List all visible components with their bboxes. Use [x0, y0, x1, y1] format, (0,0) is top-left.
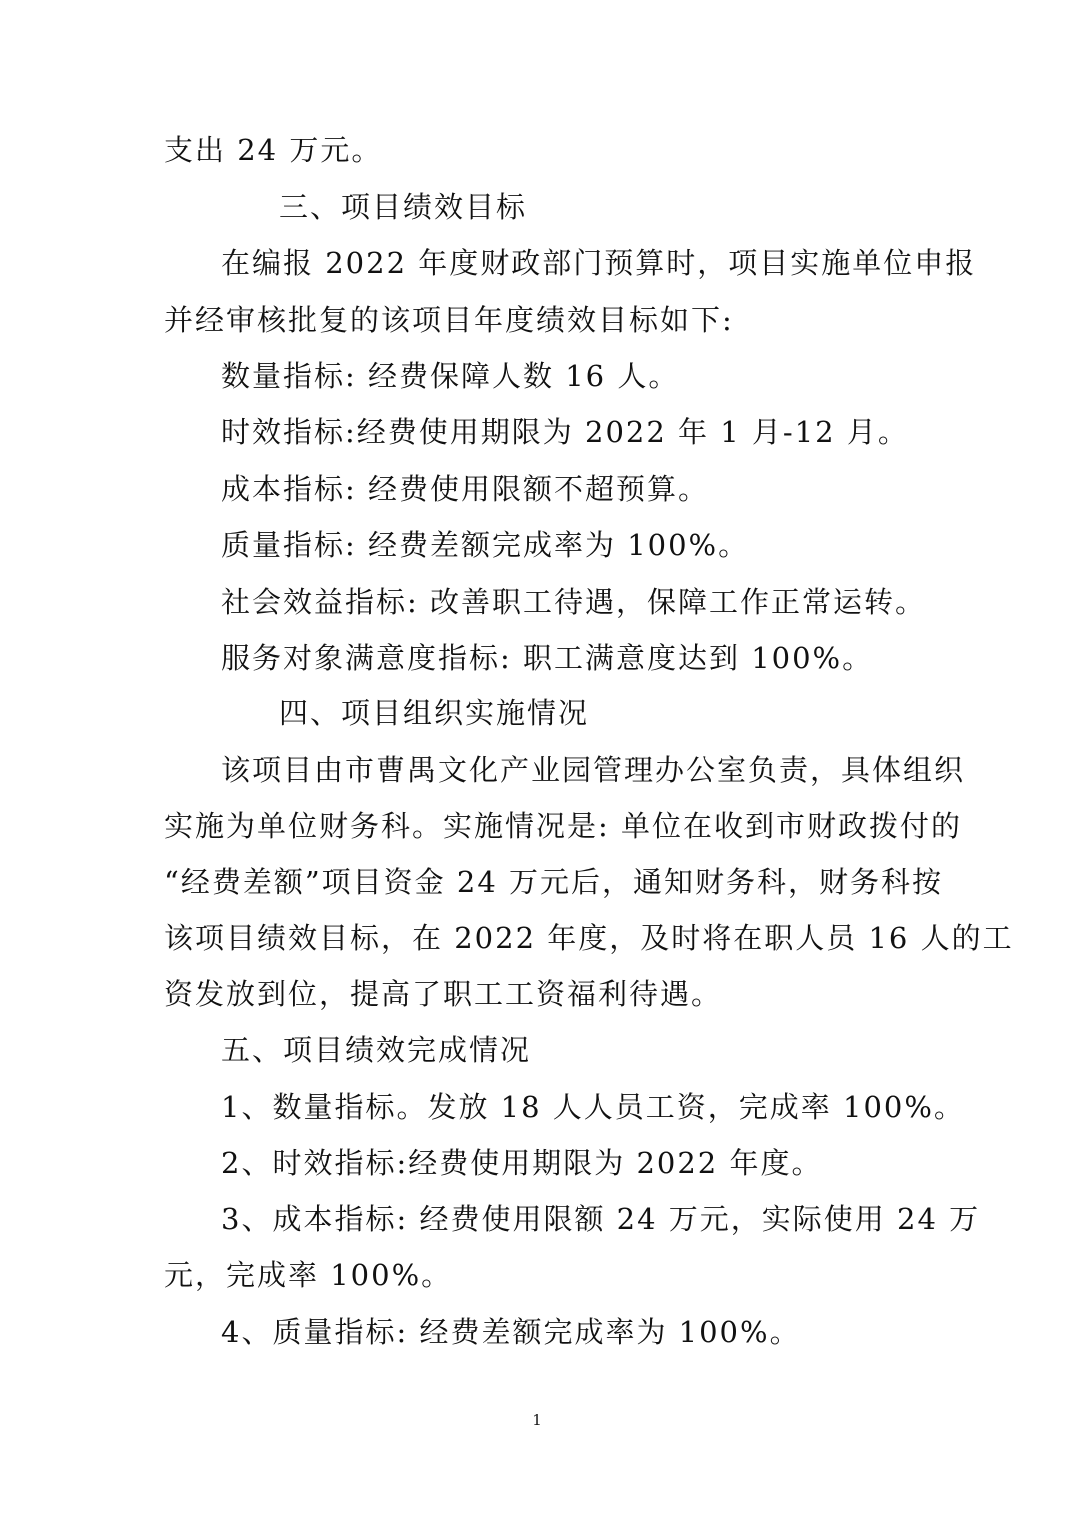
- indicator-line: 数量指标: 经费保障人数 16 人。: [221, 359, 680, 393]
- paragraph-line: 在编报 2022 年度财政部门预算时，项目实施单位申报: [221, 246, 977, 280]
- indicator-line: 成本指标: 经费使用限额不超预算。: [221, 472, 709, 506]
- page-number: 1: [532, 1411, 542, 1429]
- result-line: 1、数量指标。发放 18 人人员工资，完成率 100%。: [221, 1090, 965, 1124]
- paragraph-line: 并经审核批复的该项目年度绩效目标如下:: [164, 303, 734, 337]
- result-line: 2、时效指标:经费使用期限为 2022 年度。: [221, 1146, 823, 1180]
- indicator-line: 服务对象满意度指标: 职工满意度达到 100%。: [221, 641, 874, 675]
- result-line: 元，完成率 100%。: [164, 1258, 453, 1292]
- section-heading: 四、项目组织实施情况: [279, 696, 590, 730]
- paragraph-line: 实施为单位财务科。实施情况是: 单位在收到市财政拨付的: [164, 809, 962, 843]
- result-line: 3、成本指标: 经费使用限额 24 万元，实际使用 24 万: [221, 1202, 981, 1236]
- indicator-line: 社会效益指标: 改善职工待遇，保障工作正常运转。: [221, 585, 926, 619]
- result-line: 4、质量指标: 经费差额完成率为 100%。: [221, 1315, 801, 1349]
- paragraph-line: 该项目由市曹禺文化产业园管理办公室负责，具体组织: [221, 753, 966, 787]
- section-heading: 五、项目绩效完成情况: [221, 1033, 532, 1067]
- paragraph-line: “经费差额”项目资金 24 万元后，通知财务科，财务科按: [164, 865, 943, 899]
- indicator-line: 质量指标: 经费差额完成率为 100%。: [221, 528, 750, 562]
- paragraph-line: 该项目绩效目标，在 2022 年度，及时将在职人员 16 人的工: [164, 921, 1014, 955]
- paragraph-line: 资发放到位，提高了职工工资福利待遇。: [164, 977, 723, 1011]
- paragraph-line: 支出 24 万元。: [164, 133, 383, 167]
- section-heading: 三、项目绩效目标: [279, 190, 528, 224]
- indicator-line: 时效指标:经费使用期限为 2022 年 1 月-12 月。: [221, 415, 909, 449]
